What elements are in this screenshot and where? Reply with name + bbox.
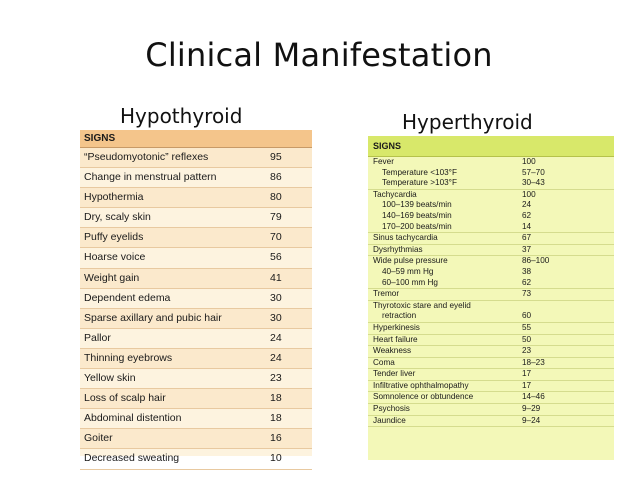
table-line — [368, 168, 614, 179]
sign-percent: 79 — [270, 211, 282, 224]
table-line — [368, 256, 614, 267]
table-line — [368, 381, 614, 392]
sign-label: Goiter — [84, 432, 113, 445]
table-row — [368, 392, 614, 404]
table-row — [80, 228, 312, 248]
sign-label: Yellow skin — [84, 372, 136, 385]
table-row — [80, 409, 312, 429]
sign-label: Infiltrative ophthalmopathy — [373, 380, 469, 390]
sign-label: Dependent edema — [84, 291, 171, 304]
sign-percent: 100 — [522, 189, 536, 199]
sign-percent: 16 — [270, 432, 282, 445]
table-line — [368, 157, 614, 168]
table-row — [80, 429, 312, 449]
sign-label: Jaundice — [373, 415, 406, 425]
sign-percent: 60 — [522, 311, 532, 321]
sign-percent: 30–43 — [522, 178, 545, 188]
table-row — [368, 301, 614, 323]
sign-percent: 9–29 — [522, 404, 541, 414]
sign-percent: 17 — [522, 369, 532, 379]
sign-percent: 30 — [270, 311, 282, 324]
hypothyroid-signs-table — [80, 130, 312, 465]
table-line — [368, 346, 614, 357]
sign-label: Hyperkinesis — [373, 322, 420, 332]
table-body — [368, 157, 614, 427]
sign-label: Wide pulse pressure — [373, 256, 448, 266]
table-row — [80, 168, 312, 188]
sign-percent: 56 — [270, 251, 282, 264]
table-line — [368, 404, 614, 415]
sign-percent: 73 — [522, 289, 532, 299]
sign-percent: 70 — [270, 231, 282, 244]
sign-label: Temperature <103°F — [382, 167, 457, 177]
table-row — [80, 188, 312, 208]
table-row — [368, 381, 614, 393]
sign-label: Sparse axillary and pubic hair — [84, 311, 222, 324]
sign-percent: 14–46 — [522, 392, 545, 402]
sign-label: Thyrotoxic stare and eyelid — [373, 300, 471, 310]
sign-percent: 41 — [270, 271, 282, 284]
sign-label: “Pseudomyotonic” reflexes — [84, 151, 209, 163]
sign-label: 170–200 beats/min — [382, 221, 452, 231]
sign-label: Decreased sweating — [84, 452, 180, 465]
sign-percent: 14 — [522, 221, 532, 231]
sign-percent: 10 — [270, 452, 282, 465]
sign-label: Weakness — [373, 346, 412, 356]
table-line — [368, 301, 614, 312]
table-line — [368, 278, 614, 289]
table-row — [80, 289, 312, 309]
table-line — [368, 289, 614, 300]
table-line — [368, 211, 614, 222]
sign-label: Sinus tachycardia — [373, 233, 438, 243]
table-row — [368, 289, 614, 301]
sign-percent: 50 — [522, 334, 532, 344]
sign-percent: 23 — [522, 346, 532, 356]
table-line — [368, 200, 614, 211]
table-line — [368, 358, 614, 369]
table-row — [80, 248, 312, 268]
sign-label: Temperature >103°F — [382, 178, 457, 188]
sign-percent: 55 — [522, 322, 532, 332]
slide-title: Clinical Manifestation — [145, 36, 493, 74]
table-line — [368, 233, 614, 244]
table-row — [80, 309, 312, 329]
sign-label: Fever — [373, 157, 394, 166]
table-row — [80, 269, 312, 289]
table-row — [368, 369, 614, 381]
table-line — [368, 335, 614, 346]
table-row — [368, 233, 614, 245]
sign-percent: 62 — [522, 277, 532, 287]
sign-percent: 18 — [270, 392, 282, 405]
sign-label: Change in menstrual pattern — [84, 171, 217, 184]
sign-label: 60–100 mm Hg — [382, 277, 438, 287]
table-row — [368, 404, 614, 416]
table-row — [80, 449, 312, 469]
sign-percent: 18–23 — [522, 357, 545, 367]
sign-label: Weight gain — [84, 271, 140, 284]
table-row — [80, 148, 312, 168]
sign-label: Puffy eyelids — [84, 231, 144, 244]
sign-label: Loss of scalp hair — [84, 392, 166, 405]
table-row — [80, 369, 312, 389]
sign-percent: 62 — [522, 210, 532, 220]
table-row — [80, 349, 312, 369]
sign-label: Psychosis — [373, 404, 410, 414]
sign-label: Dry, scaly skin — [84, 211, 151, 224]
sign-percent: 67 — [522, 233, 532, 243]
table-row — [368, 358, 614, 370]
sign-label: Pallor — [84, 331, 111, 344]
table-row — [368, 323, 614, 335]
sign-label: Tender liver — [373, 369, 416, 379]
sign-label: Hypothermia — [84, 191, 144, 204]
sign-percent: 57–70 — [522, 167, 545, 177]
sign-percent: 80 — [270, 191, 282, 204]
sign-percent: 37 — [522, 244, 532, 254]
table-row — [368, 245, 614, 257]
sign-percent: 24 — [270, 331, 282, 344]
table-row — [80, 329, 312, 349]
table-row — [368, 190, 614, 233]
sign-percent: 23 — [270, 372, 282, 385]
table-line — [368, 392, 614, 403]
sign-label: Coma — [373, 357, 395, 367]
sign-label: Abdominal distention — [84, 412, 182, 425]
sign-label: retraction — [382, 311, 417, 321]
sign-percent: 24 — [270, 351, 282, 364]
table-row — [368, 346, 614, 358]
sign-label: Thinning eyebrows — [84, 351, 173, 364]
table-header: SIGNS — [80, 130, 312, 148]
sign-label: Tremor — [373, 289, 400, 299]
table-line — [368, 323, 614, 334]
sign-percent: 17 — [522, 380, 532, 390]
table-line — [368, 369, 614, 380]
sign-label: Heart failure — [373, 334, 418, 344]
sign-percent: 18 — [270, 412, 282, 425]
sign-label: 100–139 beats/min — [382, 200, 452, 210]
sign-percent: 95 — [270, 151, 282, 163]
sign-label: Hoarse voice — [84, 251, 146, 264]
table-line — [368, 416, 614, 427]
table-line — [368, 190, 614, 201]
sign-percent: 86–100 — [522, 256, 550, 266]
table-line — [368, 311, 614, 322]
table-row — [368, 416, 614, 428]
sign-label: 140–169 beats/min — [382, 210, 452, 220]
sign-percent: 86 — [270, 171, 282, 184]
table-line — [368, 267, 614, 278]
table-line — [368, 222, 614, 233]
table-row — [368, 256, 614, 289]
sign-percent: 24 — [522, 200, 532, 210]
table-row — [368, 157, 614, 190]
sign-percent: 38 — [522, 266, 532, 276]
sign-label: Tachycardia — [373, 189, 417, 199]
table-row — [368, 335, 614, 347]
sign-percent: 30 — [270, 291, 282, 304]
sign-percent: 100 — [522, 157, 536, 166]
sign-percent: 9–24 — [522, 415, 541, 425]
hyperthyroid-heading: Hyperthyroid — [402, 110, 533, 134]
sign-label: Dysrhythmias — [373, 244, 423, 254]
table-line — [368, 245, 614, 256]
hyperthyroid-signs-table — [368, 136, 614, 460]
hypothyroid-heading: Hypothyroid — [120, 104, 243, 128]
table-row — [80, 208, 312, 228]
table-row — [80, 389, 312, 409]
table-body — [80, 148, 312, 470]
sign-label: Somnolence or obtundence — [373, 392, 474, 402]
sign-label: 40–59 mm Hg — [382, 266, 434, 276]
table-line — [368, 178, 614, 189]
table-header: SIGNS — [368, 136, 614, 157]
